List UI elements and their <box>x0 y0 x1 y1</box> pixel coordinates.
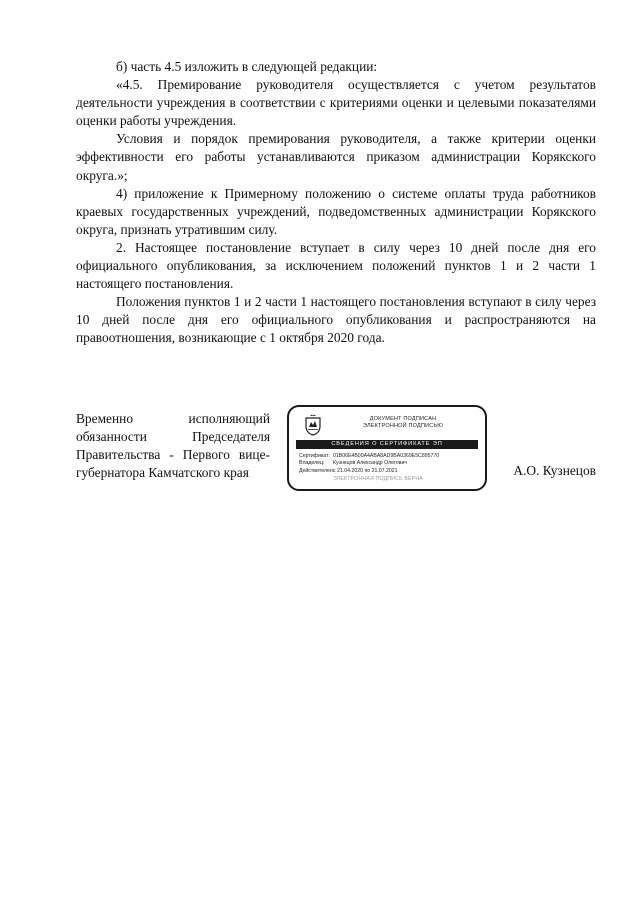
paragraph-conditions: Условия и порядок премирования руководителя, а также критерии оценки эффективности его работы устанавливаются приказом администрации Корякского округа.»; <box>76 131 596 183</box>
stamp-header: ДОКУМЕНТ ПОДПИСАН ЭЛЕКТРОННОЙ ПОДПИСЬЮ <box>362 416 444 429</box>
position-line: губернатора Камчатского края <box>76 465 249 481</box>
paragraph-part-4-5: б) часть 4.5 изложить в следующей редакции: <box>116 59 378 74</box>
position-line: Временно исполняющий <box>76 411 270 426</box>
signatory-position <box>76 410 270 482</box>
certificate-row: Сертификат: 01B06E4B00A4ABA8AD9BA0369E5C895770 <box>299 453 440 459</box>
paragraph-effective-date: Положения пунктов 1 и 2 части 1 настоящего постановления вступают в силу через 10 дней после дня его официального опубликования и распространяются на правоотношения, возникающие с 1 октября 2020 года. <box>76 294 596 346</box>
signatory-name: А.О. Кузнецов <box>513 463 596 478</box>
paragraph-quote-4-5: «4.5. Премирование руководителя осуществляется с учетом результатов деятельности учреждения в соответствии с критериями оценки и целевыми показателями оценки работы учреждения. <box>76 77 596 129</box>
coat-of-arms-icon <box>303 414 323 436</box>
document-body <box>76 58 596 348</box>
stamp-band: СВЕДЕНИЯ О СЕРТИФИКАТЕ ЭП <box>296 440 478 449</box>
position-line: обязанности Председателя <box>76 429 270 445</box>
validity-row: Действителен: с 21.04.2020 по 21.07.2021 <box>299 467 398 474</box>
certificate-details <box>299 453 439 475</box>
position-line: Правительства - Первого вице- <box>76 447 270 463</box>
paragraph-item-2: 2. Настоящее постановление вступает в силу через 10 дней после дня его официального опубликования, за исключением положений пунктов 1 и 2 части 1 настоящего постановления. <box>76 239 596 292</box>
stamp-footer: ЭЛЕКТРОННАЯ ПОДПИСЬ ВЕРНА <box>333 476 423 482</box>
owner-row: Владелец: Кузнецов Александр Олегович <box>299 460 408 467</box>
electronic-signature-stamp <box>287 405 487 491</box>
paragraph-item-4: 4) приложение к Примерному положению о системе оплаты труда работников краевых государственных учреждений, подведомственных администрации Корякского округа, признать утратившим силу. <box>76 185 596 237</box>
